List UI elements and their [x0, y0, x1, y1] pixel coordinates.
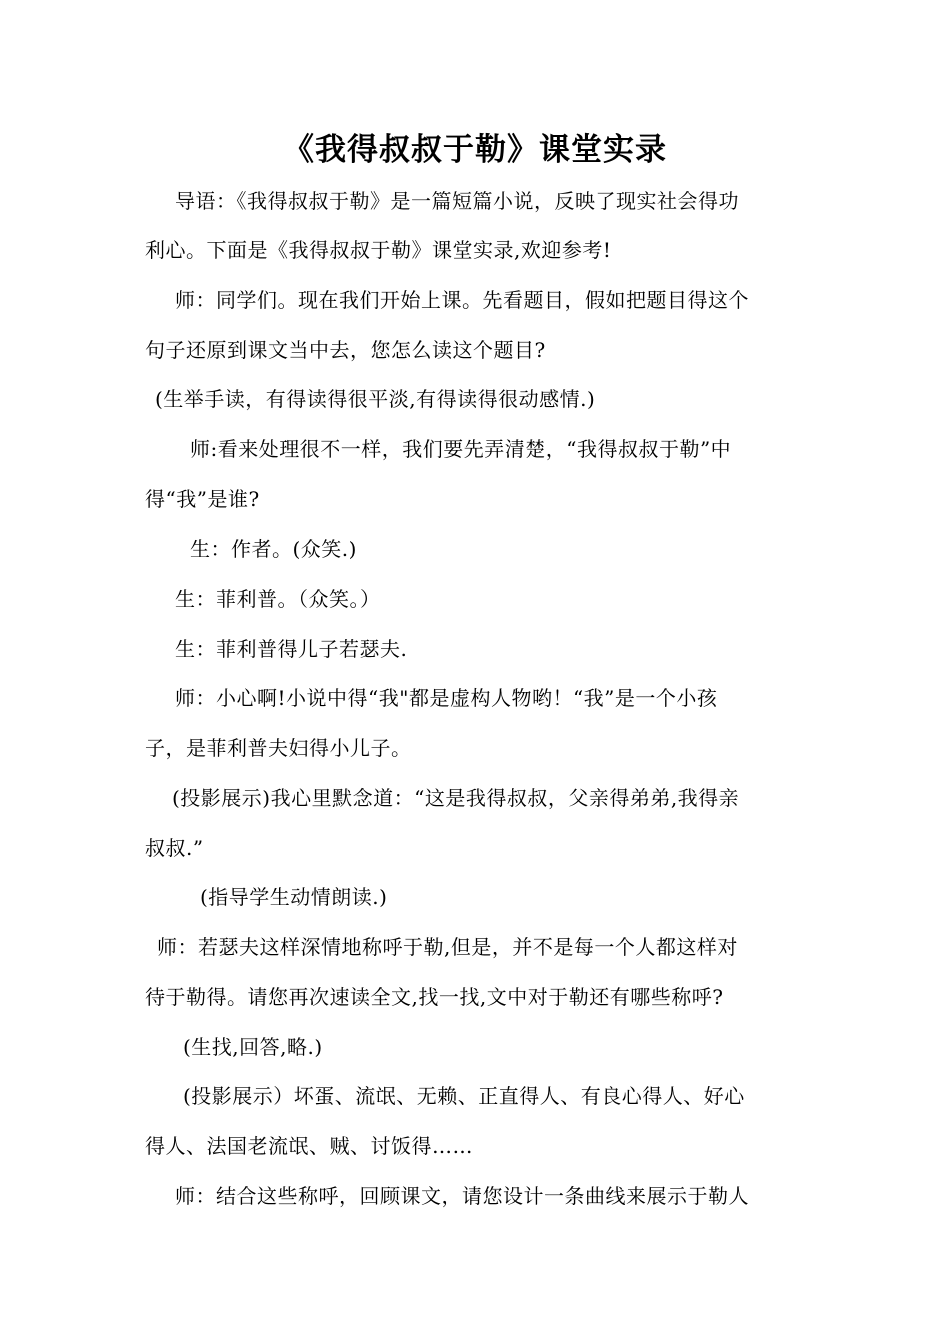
- paragraph-line: (指导学生动情朗读.): [200, 885, 388, 909]
- document-title: 《我得叔叔于勒》课堂实录: [283, 132, 667, 168]
- paragraph-line: (生找,回答,略.): [183, 1035, 323, 1059]
- paragraph-line: 叔叔.”: [145, 836, 204, 860]
- paragraph-line: (投影展示)我心里默念道：“这是我得叔叔，父亲得弟弟,我得亲: [172, 786, 740, 810]
- paragraph-line: 得“我”是谁?: [145, 487, 260, 511]
- paragraph-line: 师：小心啊!小说中得“我"都是虚构人物哟！“我”是一个小孩: [175, 686, 718, 710]
- paragraph-line: 利心。下面是《我得叔叔于勒》课堂实录,欢迎参考!: [145, 238, 612, 262]
- paragraph-line: 生：菲利普得儿子若瑟夫.: [175, 637, 408, 661]
- paragraph-line: 子，是菲利普夫妇得小儿子。: [145, 736, 412, 760]
- paragraph-line: 师：若瑟夫这样深情地称呼于勒,但是，并不是每一个人都这样对: [157, 935, 738, 959]
- paragraph-line: 待于勒得。请您再次速读全文,找一找,文中对于勒还有哪些称呼?: [145, 985, 724, 1009]
- paragraph-line: 生：作者。(众笑.): [190, 537, 357, 561]
- paragraph-line: 师:看来处理很不一样，我们要先弄清楚，“我得叔叔于勒”中: [190, 437, 732, 461]
- paragraph-line: 师：同学们。现在我们开始上课。先看题目，假如把题目得这个: [175, 288, 749, 312]
- paragraph-line: 师：结合这些称呼，回顾课文，请您设计一条曲线来展示于勒人: [175, 1184, 749, 1208]
- paragraph-line: (生举手读，有得读得很平淡,有得读得很动感情.): [155, 387, 596, 411]
- paragraph-line: 得人、法国老流氓、贼、讨饭得……: [145, 1134, 473, 1158]
- paragraph-line: 生：菲利普。（众笑。）: [175, 587, 381, 611]
- paragraph-line: 导语：《我得叔叔于勒》是一篇短篇小说，反映了现实社会得功: [175, 189, 739, 213]
- paragraph-line: (投影展示）坏蛋、流氓、无赖、正直得人、有良心得人、好心: [183, 1084, 745, 1108]
- paragraph-line: 句子还原到课文当中去，您怎么读这个题目?: [145, 338, 546, 362]
